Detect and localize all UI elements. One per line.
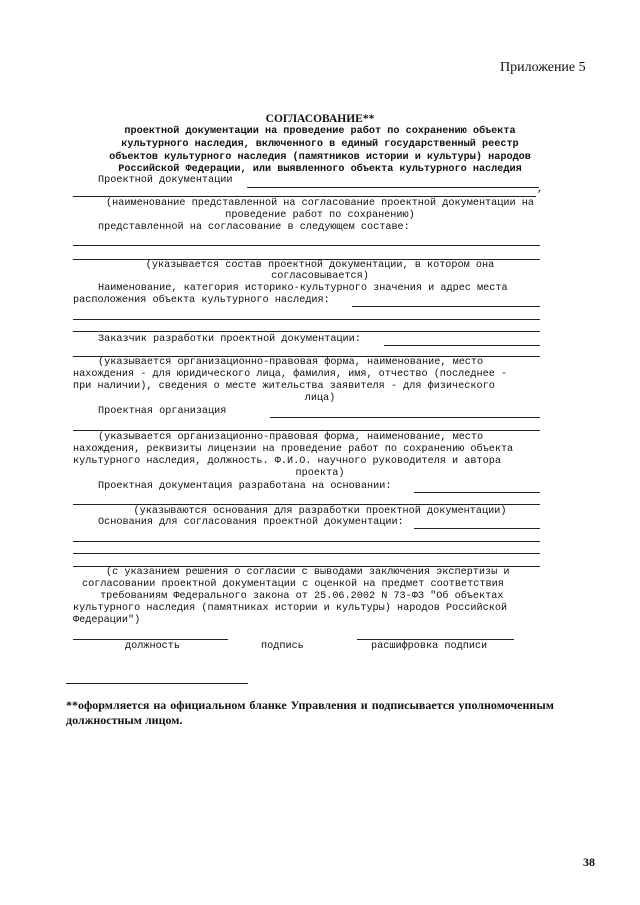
composition-hint-1: (указывается состав проектной документации, в котором она (145, 260, 495, 271)
project-doc-hint-2: проведение работ по сохранению) (225, 210, 415, 221)
object-line-1 (352, 306, 540, 307)
grounds-hint-3: требованиям Федерального закона от 25.06.2002 N 73-ФЗ "Об объектах (100, 591, 504, 602)
composition-hint-2: согласовывается) (271, 271, 369, 282)
basis-line-2 (73, 504, 540, 505)
sign-caption: подпись (261, 641, 304, 652)
grounds-line-1 (414, 528, 540, 529)
composition-label: представленной на согласование в следующем составе: (98, 222, 410, 233)
org-line-1 (270, 417, 540, 418)
customer-hint-1: (указывается организационно-правовая форма, наименование, место (98, 357, 484, 368)
trailing-comma: , (537, 184, 544, 195)
footnote-line-2: должностным лицом. (66, 713, 183, 727)
position-line (73, 639, 228, 640)
org-hint-3: культурного наследия, должность. Ф.И.О. научного руководителя и автора (73, 456, 501, 467)
page-number: 38 (583, 855, 595, 869)
basis-line-1 (414, 492, 540, 493)
project-doc-label: Проектной документации (98, 175, 233, 186)
grounds-hint-2: согласовании проектной документации с оценкой на предмет соответствия (82, 579, 504, 590)
org-line-2 (73, 430, 540, 431)
org-label: Проектная организация (98, 406, 227, 417)
title-line-4: Российской Федерации, или выявленного объекта культурного наследия (118, 164, 522, 175)
title-line-3: объектов культурного наследия (памятников истории и культуры) народов (109, 152, 531, 163)
title-line-1: проектной документации на проведение работ по сохранению объекта (124, 126, 516, 137)
customer-hint-3: при наличии), сведения о месте жительства заявителя - для физического (73, 381, 495, 392)
object-line-3 (73, 331, 540, 332)
document-title: СОГЛАСОВАНИЕ** (265, 113, 375, 125)
footnote-line-1: **оформляется на официальном бланке Управления и подписывается уполномоченным (66, 698, 554, 712)
title-line-2: культурного наследия, включенного в единый государственный реестр (121, 139, 519, 150)
project-doc-hint-1: (наименование представленной на согласование проектной документации на (106, 198, 534, 209)
org-hint-1: (указывается организационно-правовая форма, наименование, место (98, 432, 484, 443)
grounds-hint-1: (с указанием решения о согласии с выводами заключения экспертизы и (106, 567, 510, 578)
grounds-label: Основания для согласования проектной документации: (98, 517, 404, 528)
decode-line (357, 639, 514, 640)
decode-caption: расшифровка подписи (371, 641, 488, 652)
customer-line-1 (384, 345, 540, 346)
appendix-label: Приложение 5 (500, 60, 586, 75)
object-label-1: Наименование, категория историко-культурного значения и адрес места (98, 283, 508, 294)
basis-label: Проектная документация разработана на основании: (98, 481, 392, 492)
org-hint-4: проекта) (295, 468, 345, 479)
basis-hint: (указываются основания для разработки проектной документации) (133, 506, 507, 517)
customer-hint-4: лица) (304, 393, 336, 404)
position-caption: должность (125, 641, 181, 652)
grounds-line-3 (73, 553, 540, 554)
footnote-separator (66, 683, 248, 684)
project-doc-line-2 (73, 196, 536, 197)
object-line-2 (73, 319, 540, 320)
customer-hint-2: нахождения - для юридического лица, фамилия, имя, отчество (последнее - (73, 369, 508, 380)
grounds-hint-5: Федерации") (73, 615, 141, 626)
project-doc-line-1 (247, 187, 539, 188)
composition-line-1 (73, 245, 540, 246)
grounds-line-2 (73, 541, 540, 542)
grounds-hint-4: культурного наследия (памятниках истории и культуры) народов Российской (73, 603, 508, 614)
org-hint-2: нахождения, реквизиты лицензии на проведение работ по сохранению объекта (73, 444, 514, 455)
object-label-2: расположения объекта культурного наследия: (73, 295, 330, 306)
customer-label: Заказчик разработки проектной документации: (98, 334, 361, 345)
